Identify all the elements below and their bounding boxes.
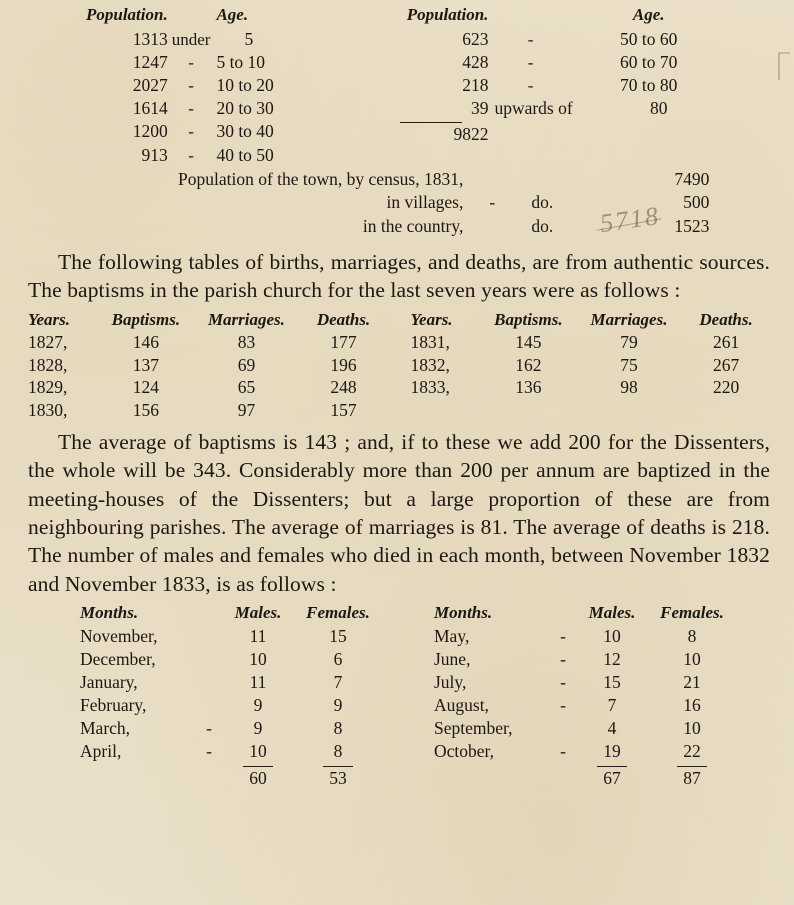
month-label: December,	[80, 648, 156, 669]
females-value: 8	[333, 740, 343, 761]
table-row	[86, 74, 362, 97]
baptisms-value: 156	[132, 400, 159, 421]
deaths-value	[682, 399, 770, 422]
table-row	[400, 74, 722, 97]
population-age-table	[28, 4, 770, 167]
month-label: November,	[80, 625, 158, 646]
column-header-females-right: Females.	[660, 603, 724, 623]
table-row	[80, 648, 740, 671]
row-dash: -	[188, 145, 194, 165]
age-band: 80	[649, 98, 668, 119]
table-row	[86, 51, 362, 74]
row-dash	[192, 648, 226, 671]
females-value: 15	[329, 625, 347, 646]
month-label: February,	[80, 694, 147, 715]
months-table	[80, 602, 740, 790]
row-dash: -	[206, 717, 212, 738]
table-row	[86, 120, 362, 143]
age-band: 5 to 10	[216, 52, 266, 73]
table-row	[86, 28, 362, 51]
column-gap	[387, 376, 410, 399]
table-row	[80, 671, 740, 694]
spacer-cell	[573, 123, 723, 146]
marriages-value: 98	[620, 377, 638, 398]
deaths-value: 267	[712, 354, 740, 375]
females-value: 7	[333, 671, 343, 692]
column-header-deaths-left: Deaths.	[316, 309, 371, 329]
row-dash: -	[560, 694, 566, 715]
males-value: 9	[253, 717, 263, 738]
column-header-males-right: Males.	[588, 603, 636, 623]
population-count: 218	[462, 75, 489, 96]
population-left-table	[86, 4, 362, 167]
females-value: 10	[683, 717, 701, 738]
column-gap	[386, 625, 434, 648]
census-label: Population of the town, by census, 1831,	[178, 168, 464, 189]
age-band: 70 to 80	[620, 75, 678, 96]
age-band: 60 to 70	[620, 52, 678, 73]
row-dash	[546, 717, 580, 740]
column-gap	[387, 399, 410, 422]
marriages-value: 65	[237, 377, 256, 398]
row-dash: under	[171, 30, 211, 50]
column-header-population-right: Population.	[406, 5, 489, 24]
marriages-value: 79	[620, 331, 638, 352]
table-row	[28, 331, 770, 354]
row-dash: -	[527, 30, 534, 50]
baptisms-value	[481, 399, 576, 422]
deaths-value: 261	[712, 331, 740, 352]
row-dash: -	[206, 740, 212, 761]
month-label: August,	[434, 694, 489, 715]
month-label: March,	[80, 717, 131, 738]
row-dash: -	[188, 76, 194, 96]
month-label: January,	[80, 671, 138, 692]
column-header-baptisms-right: Baptisms.	[494, 309, 563, 329]
table-header-row	[80, 602, 740, 624]
column-header-age-left: Age.	[216, 5, 249, 24]
spacer-cell	[546, 767, 580, 790]
spacer-cell	[488, 4, 572, 28]
table-row	[400, 97, 722, 120]
spacer-cell	[192, 767, 226, 790]
table-row	[80, 717, 740, 740]
table-row	[86, 97, 362, 120]
row-dash: -	[527, 76, 534, 96]
table-row	[28, 354, 770, 377]
females-total-right: 87	[683, 768, 701, 789]
table-row	[80, 694, 740, 717]
year-label	[411, 399, 481, 422]
year-label: 1831,	[410, 331, 450, 352]
population-left-column	[86, 4, 362, 167]
census-summary-table	[28, 168, 770, 238]
females-value: 9	[333, 694, 343, 715]
column-gap	[387, 331, 410, 354]
table-header-row	[28, 309, 770, 331]
row-dash: -	[527, 53, 534, 73]
males-total-left: 60	[249, 768, 267, 789]
table-row	[86, 144, 362, 167]
row-dash: -	[560, 740, 566, 761]
census-value: 7490	[674, 168, 710, 189]
column-gap	[386, 671, 434, 694]
males-value: 10	[249, 740, 267, 761]
marriages-value: 83	[237, 331, 256, 352]
census-do: do.	[531, 192, 554, 213]
column-gap	[386, 694, 434, 717]
monthly-deaths-table	[28, 602, 770, 790]
year-label: 1828,	[28, 354, 68, 375]
population-count: 1247	[132, 52, 168, 73]
column-header-females-left: Females.	[306, 603, 370, 623]
marriages-value	[576, 399, 682, 422]
table-header-row	[400, 4, 722, 28]
baptisms-value: 162	[515, 354, 542, 375]
males-value: 10	[249, 648, 267, 669]
baptisms-value: 124	[132, 377, 159, 398]
averages-paragraph: The average of baptisms is 143 ; and, if to these we add 200 for the Dissenters, the whole will be 343. Considerably more than 200 per annum are baptized in the meeting-houses of the Dissenters; but a large proportion of these are from neighbouring parishes. The average of marriages is 81. The average of deaths is 218. The number of males and females who died in each month, between November 1832 and November 1833, is as follows :	[28, 429, 770, 596]
row-dash: -	[560, 671, 566, 692]
month-label: April,	[80, 740, 122, 761]
table-row	[178, 215, 709, 238]
age-band: 50 to 60	[620, 29, 678, 50]
spacer-cell	[488, 123, 572, 146]
population-count: 428	[462, 52, 489, 73]
intro-paragraph: The following tables of births, marriages, and deaths, are from authentic sources. The baptisms in the parish church for the last seven years were as follows :	[28, 249, 770, 303]
population-count: 1313	[132, 29, 168, 50]
census-value: 500	[683, 192, 710, 213]
census-dash	[471, 215, 513, 238]
column-header-population-left: Population.	[86, 5, 168, 24]
column-gap	[387, 354, 410, 377]
month-label: June,	[434, 648, 471, 669]
column-header-years-left: Years.	[28, 309, 71, 329]
deaths-value: 177	[330, 331, 357, 352]
census-dash	[471, 168, 513, 191]
year-label: 1829,	[28, 377, 68, 398]
pencil-annotation: 5718	[598, 200, 662, 239]
column-header-baptisms-left: Baptisms.	[111, 309, 181, 329]
baptisms-value: 137	[132, 354, 159, 375]
row-dash: -	[188, 122, 194, 142]
males-value: 7	[607, 694, 617, 715]
column-header-months-left: Months.	[80, 603, 139, 623]
females-total-left: 53	[329, 768, 347, 789]
females-value: 22	[683, 740, 701, 761]
spacer-cell	[546, 602, 580, 624]
row-dash: -	[188, 99, 194, 119]
population-right-table	[400, 4, 722, 146]
row-dash: -	[188, 53, 194, 73]
age-band: 10 to 20	[216, 75, 274, 96]
census-dash: -	[489, 192, 496, 213]
column-gap	[386, 648, 434, 671]
row-dash	[192, 694, 226, 717]
marriages-value: 97	[237, 400, 256, 421]
births-marriages-deaths-table	[28, 309, 770, 422]
row-dash: -	[560, 625, 566, 646]
population-count: 623	[462, 29, 489, 50]
population-right-column	[400, 4, 722, 167]
baptisms-value: 145	[515, 331, 542, 352]
column-header-years-right: Years.	[410, 309, 453, 329]
census-do	[513, 168, 617, 191]
spacer-cell	[192, 602, 226, 624]
males-value: 4	[607, 717, 617, 738]
deaths-value: 248	[330, 377, 357, 398]
population-count: 913	[141, 144, 168, 165]
table-row	[178, 168, 709, 191]
males-value: 11	[249, 625, 267, 646]
deaths-value: 157	[330, 400, 357, 421]
population-count: 1200	[132, 121, 168, 142]
month-label: July,	[434, 671, 467, 692]
column-header-months-right: Months.	[434, 603, 493, 623]
column-gap	[386, 602, 434, 624]
age-band: 20 to 30	[216, 98, 274, 119]
males-value: 12	[603, 648, 621, 669]
census-do: do.	[531, 215, 554, 236]
table-row	[400, 51, 722, 74]
males-value: 11	[249, 671, 267, 692]
month-label: September,	[434, 717, 513, 738]
females-value: 8	[333, 717, 343, 738]
males-total-right: 67	[603, 768, 621, 789]
females-value: 8	[687, 625, 697, 646]
row-dash: -	[560, 648, 566, 669]
males-value: 19	[603, 740, 621, 761]
males-value: 9	[253, 694, 263, 715]
column-header-deaths-right: Deaths.	[699, 309, 753, 329]
population-count: 2027	[132, 75, 168, 96]
females-value: 21	[683, 671, 701, 692]
column-gap	[362, 4, 400, 167]
year-label: 1827,	[28, 331, 68, 352]
spacer-cell	[434, 767, 546, 790]
spacer-cell	[80, 767, 192, 790]
marriages-value: 75	[620, 354, 638, 375]
row-dash	[192, 671, 226, 694]
table-row	[28, 376, 770, 399]
census-label: in villages,	[386, 192, 464, 213]
females-value: 6	[333, 648, 343, 669]
spacer-cell	[168, 4, 215, 28]
males-value: 10	[603, 625, 621, 646]
census-label: in the country,	[362, 215, 464, 236]
census-table	[178, 168, 709, 238]
population-count: 39	[470, 98, 489, 119]
age-band: 5	[244, 29, 254, 50]
census-value: 1523	[674, 215, 710, 236]
baptisms-value: 136	[515, 377, 542, 398]
table-total-row	[400, 123, 722, 146]
age-band: 30 to 40	[216, 121, 274, 142]
month-label: May,	[434, 625, 470, 646]
row-dash	[192, 625, 226, 648]
column-gap	[386, 767, 434, 790]
females-value: 16	[683, 694, 701, 715]
population-total: 9822	[453, 124, 489, 145]
table-total-row	[80, 767, 740, 790]
column-header-marriages-right: Marriages.	[590, 309, 668, 329]
column-header-age-right: Age.	[632, 5, 665, 24]
males-value: 15	[603, 671, 621, 692]
column-gap	[387, 309, 410, 331]
month-label: October,	[434, 740, 495, 761]
table-row	[178, 191, 709, 214]
year-label: 1833,	[410, 377, 450, 398]
column-gap	[386, 717, 434, 740]
table-row	[28, 399, 770, 422]
year-label: 1830,	[28, 400, 68, 421]
column-gap	[386, 740, 434, 763]
column-header-males-left: Males.	[234, 603, 282, 623]
table-row	[80, 740, 740, 763]
marriages-value: 69	[237, 354, 256, 375]
population-count: 1614	[132, 98, 168, 119]
table-header-row	[86, 4, 362, 28]
age-band: 40 to 50	[216, 144, 274, 165]
row-dash: upwards of	[494, 98, 573, 119]
year-label: 1832,	[410, 354, 450, 375]
deaths-value: 196	[330, 354, 357, 375]
table-row	[80, 625, 740, 648]
table-row	[400, 28, 722, 51]
baptisms-value: 146	[132, 331, 159, 352]
deaths-value: 220	[712, 377, 740, 398]
column-header-marriages-left: Marriages.	[207, 309, 285, 329]
females-value: 10	[683, 648, 701, 669]
